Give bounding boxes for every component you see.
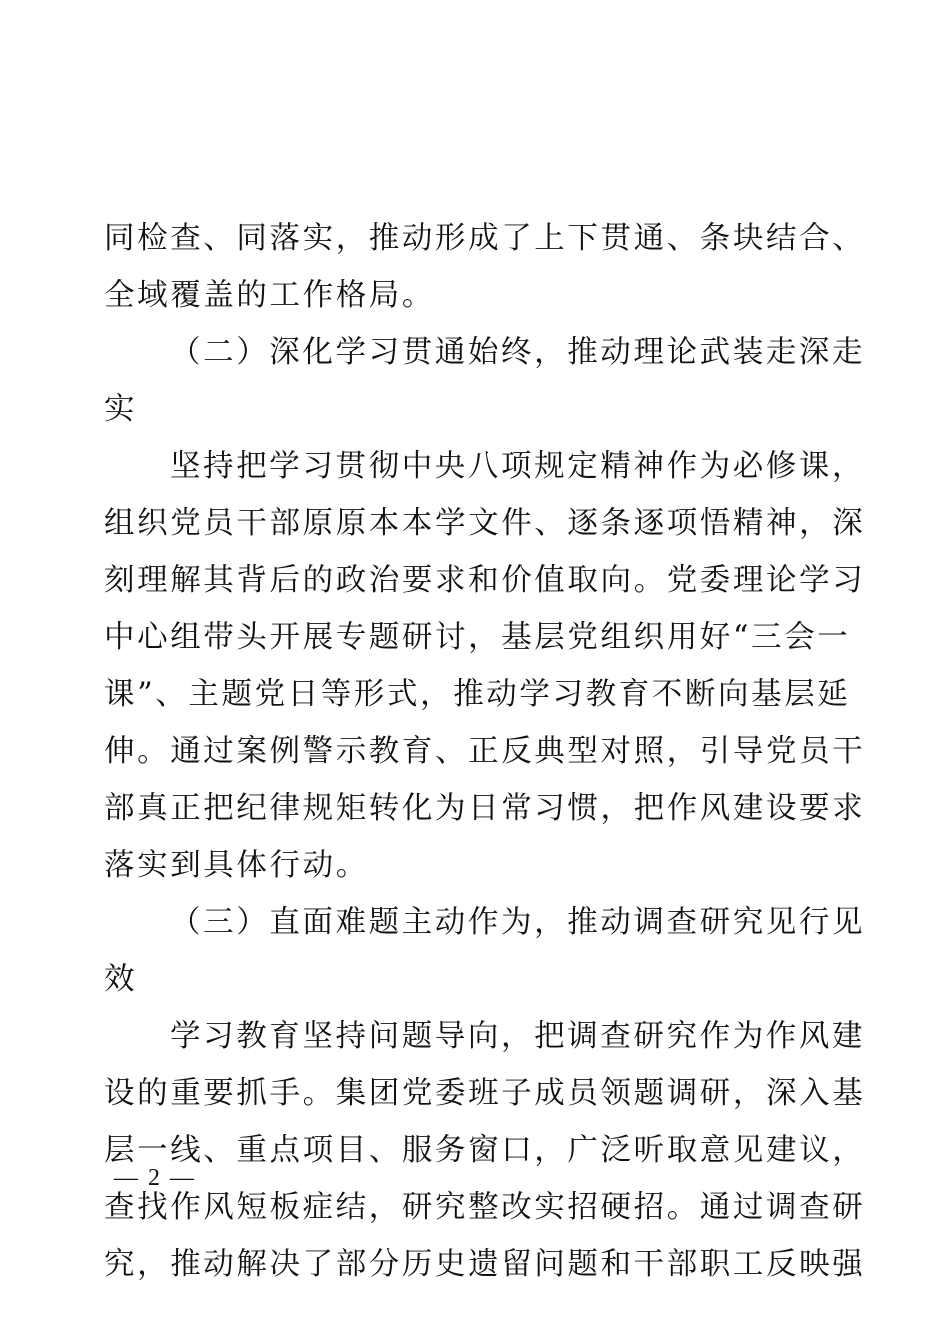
- body-line: 中心组带头开展专题研讨，基层党组织用好“三会一: [104, 620, 851, 655]
- section-heading: （二）深化学习贯通始终，推动理论武装走深走: [170, 335, 866, 370]
- section-heading-continuation: 实: [104, 392, 138, 427]
- body-line: 同检查、同落实，推动形成了上下贯通、条块结合、: [104, 221, 866, 256]
- body-line: 查找作风短板症结，研究整改实招硬招。通过调查研: [104, 1190, 866, 1225]
- paragraph-first-line: 学习教育坚持问题导向，把调查研究作为作风建: [170, 1019, 866, 1054]
- body-line: 组织党员干部原原本本学文件、逐条逐项悟精神，深: [104, 506, 866, 541]
- body-line: 落实到具体行动。: [104, 848, 369, 883]
- body-line: 层一线、重点项目、服务窗口，广泛听取意见建议，: [104, 1133, 866, 1168]
- body-line: 设的重要抓手。集团党委班子成员领题调研，深入基: [104, 1076, 866, 1111]
- section-heading: （三）直面难题主动作为，推动调查研究见行见: [170, 905, 866, 940]
- section-heading-continuation: 效: [104, 962, 138, 997]
- body-line: 伸。通过案例警示教育、正反典型对照，引导党员干: [104, 734, 866, 769]
- paragraph-first-line: 坚持把学习贯彻中央八项规定精神作为必修课，: [170, 449, 866, 484]
- body-line: 部真正把纪律规矩转化为日常习惯，把作风建设要求: [104, 791, 866, 826]
- page-number: — 2 —: [114, 1165, 196, 1191]
- body-line: 刻理解其背后的政治要求和价值取向。党委理论学习: [104, 563, 866, 598]
- body-line: 究，推动解决了部分历史遗留问题和干部职工反映强: [104, 1247, 866, 1282]
- body-line: 全域覆盖的工作格局。: [104, 278, 435, 313]
- body-line: 课”、主题党日等形式，推动学习教育不断向基层延: [104, 677, 851, 712]
